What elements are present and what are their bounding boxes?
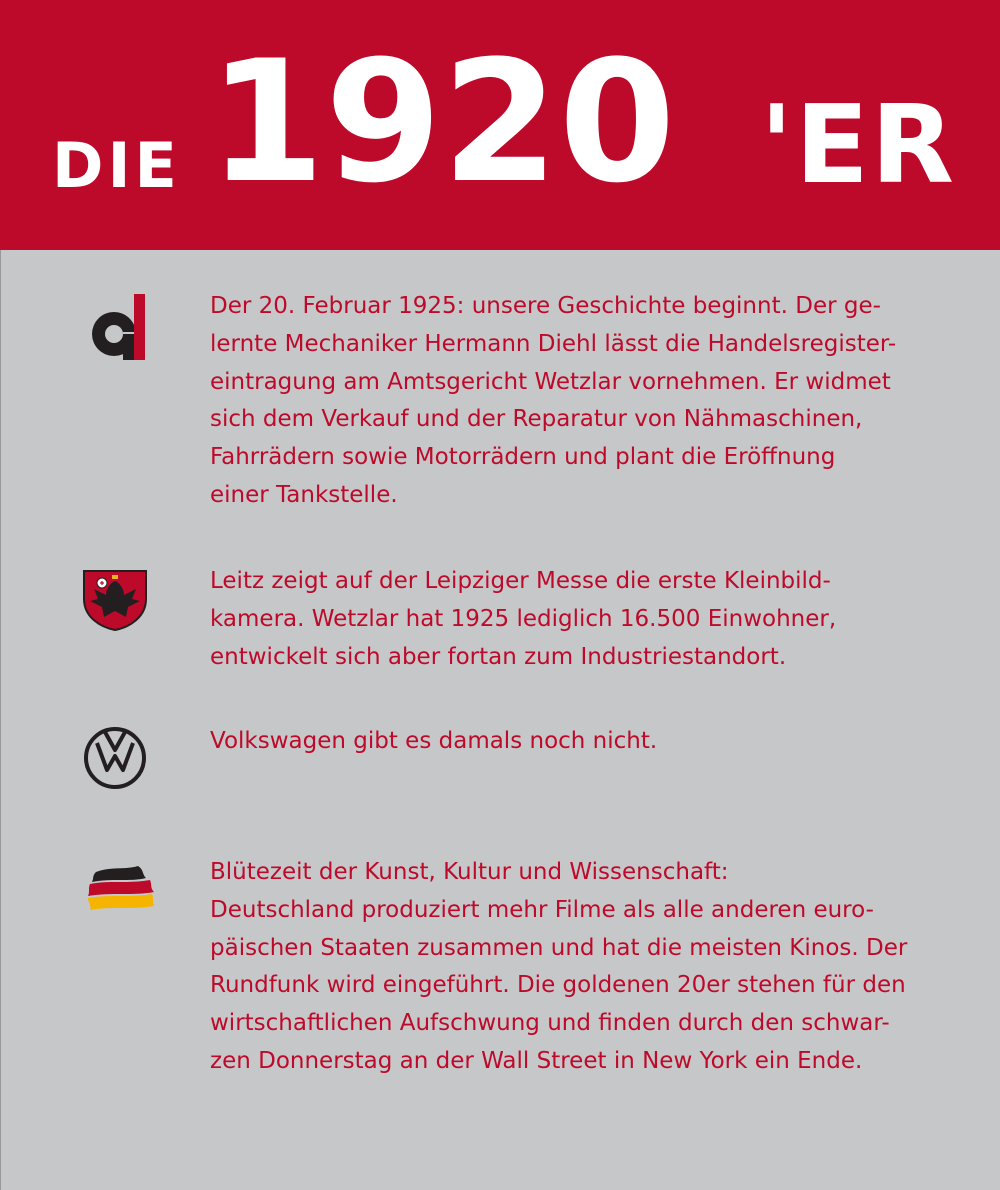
wetzlar-coat-of-arms-icon	[82, 569, 148, 635]
entry-text: Leitz zeigt auf der Leipziger Messe die erste Kleinbild- kamera. Wetzlar hat 1925 lediglich 16.500 Einwohner, entwickelt sich aber fortan zum Industriestandort.	[210, 568, 837, 670]
header-year: 1920	[208, 24, 676, 220]
divider	[0, 250, 1, 1190]
entry-text: Blütezeit der Kunst, Kultur und Wissenschaft: Deutschland produziert mehr Filme als alle anderen euro- päischen Staaten zusammen und hat die meisten Kinos. Der Rundfunk wird eingeführt. Die goldenen 20er stehen für den wirtschaftlichen Aufschwung und finden durch den schwar- zen Donnerstag an der Wall Street in New York ein Ende.	[210, 859, 908, 1074]
german-flag-icon	[86, 864, 156, 920]
header-suffix: 'ER	[760, 83, 957, 208]
header-prefix: DIE	[52, 129, 181, 202]
company-logo-icon	[88, 294, 146, 364]
volkswagen-logo-icon	[83, 726, 147, 794]
entry-text: Volkswagen gibt es damals noch nicht.	[210, 728, 658, 754]
header-banner	[0, 0, 1000, 250]
entry-text: Der 20. Februar 1925: unsere Geschichte beginnt. Der ge- lernte Mechaniker Hermann Diehl lässt die Handelsregister- eintragung am Amtsgericht Wetzlar vornehmen. Er widmet sich dem Verkauf und der Reparatur von Nähmaschinen, Fahrrädern sowie Motorrädern und plant die Eröffnung einer Tankstelle.	[210, 293, 897, 508]
